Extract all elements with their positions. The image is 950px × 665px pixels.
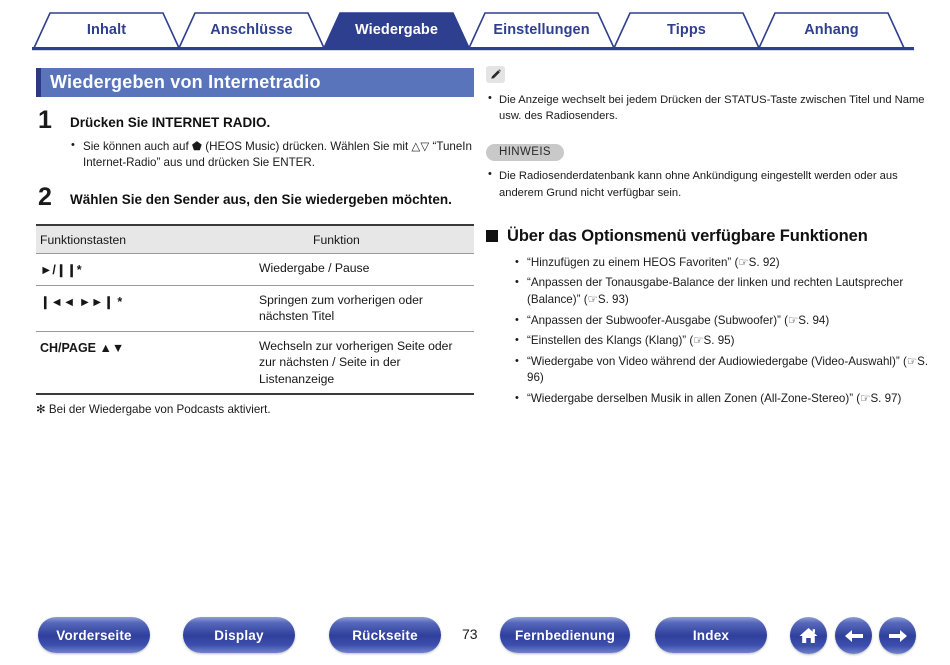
options-heading-row [486, 227, 938, 246]
square-marker-icon [486, 230, 498, 242]
table-cell-keys: ❙◄◄ ►►❙ * [36, 285, 255, 331]
option-close-paren: ) [825, 313, 830, 327]
option-page-ref[interactable]: S. 94 [798, 313, 826, 327]
list-item[interactable] [514, 354, 938, 388]
option-text: “Einstellen des Klangs (Klang)” ( [527, 334, 694, 348]
table-cell-function: Wechseln zur vorherigen Seite oder zur nächsten / Seite in der Listenanzeige [255, 331, 474, 394]
function-table [36, 224, 474, 395]
back-arrow-icon[interactable] [835, 617, 872, 654]
table-row [36, 285, 474, 331]
list-item[interactable] [514, 313, 938, 330]
option-page-ref[interactable]: S. 92 [748, 255, 776, 269]
table-header-funktionstasten: Funktionstasten [36, 225, 255, 254]
bullet-dot-icon: • [515, 276, 519, 289]
table-cell-keys: ►/❙❙* [36, 254, 255, 286]
option-text: “Wiedergabe von Video während der Audiowiedergabe (Video-Auswahl)” ( [527, 354, 907, 368]
note-bullet-row [486, 92, 938, 124]
table-header-row [36, 225, 474, 254]
pencil-icon-glyph [489, 68, 502, 81]
back-arrow-icon-glyph [843, 628, 865, 644]
table-row [36, 331, 474, 394]
forward-arrow-icon[interactable] [879, 617, 916, 654]
pointing-hand-icon: ☞ [860, 392, 871, 405]
step-2-number: 2 [38, 183, 52, 212]
options-list [486, 255, 938, 408]
hinweis-badge-wrap [486, 124, 938, 161]
bullet-dot-icon: • [515, 255, 519, 268]
option-page-ref[interactable]: S. 97 [870, 391, 898, 405]
nav-button-label: Display [214, 627, 264, 643]
nav-button-label: Index [692, 627, 730, 643]
pointing-hand-icon: ☞ [693, 335, 704, 348]
hinweis-bullet-row [486, 168, 938, 200]
step-2-heading: Wählen Sie den Sender aus, den Sie wiedergeben möchten. [70, 192, 452, 208]
option-close-paren: ) [730, 334, 735, 348]
page-title: Wiedergeben von Internetradio [50, 72, 321, 92]
bullet-dot-icon: • [515, 334, 519, 347]
table-header-funktion: Funktion [255, 225, 474, 254]
bullet-dot-icon: • [488, 168, 492, 181]
pointing-hand-icon: ☞ [788, 314, 799, 327]
step-1-number: 1 [38, 106, 52, 134]
option-text: “Anpassen der Subwoofer-Ausgabe (Subwoofer)” ( [527, 313, 788, 327]
step-1-heading: Drücken Sie INTERNET RADIO. [70, 115, 271, 130]
table-cell-function: Springen zum vorherigen oder nächsten Titel [255, 285, 474, 331]
option-close-paren: ) [539, 371, 544, 385]
pointing-hand-icon: ☞ [587, 294, 598, 307]
tab-wiedergabe[interactable]: Wiedergabe [354, 22, 439, 38]
hinweis-bullet-text: Die Radiosenderdatenbank kann ohne Ankündigung eingestellt werden oder aus anderem Grund nicht verfügbar sein. [499, 170, 898, 199]
tab-tipps[interactable]: Tipps [667, 22, 706, 38]
section-title-banner [36, 68, 474, 97]
step-1-subtext-row [70, 139, 474, 172]
nav-button-display[interactable] [183, 617, 295, 653]
option-page-ref[interactable]: S. 93 [597, 293, 625, 307]
tab-bar [0, 0, 950, 52]
options-heading: Über das Optionsmenü verfügbare Funktionen [507, 226, 868, 245]
right-column [486, 66, 938, 411]
list-item[interactable] [514, 275, 938, 309]
tab-anhang[interactable]: Anhang [804, 22, 859, 38]
option-close-paren: ) [624, 293, 629, 307]
pointing-hand-icon: ☞ [906, 355, 918, 368]
list-item[interactable] [514, 255, 938, 272]
option-page-ref[interactable]: S. 96 [527, 354, 929, 385]
option-text: “Hinzufügen zu einem HEOS Favoriten” ( [527, 255, 739, 269]
tab-baseline [32, 47, 914, 50]
home-icon-glyph [798, 626, 819, 645]
forward-arrow-icon-glyph [887, 628, 909, 644]
left-column [36, 68, 474, 416]
bullet-dot-icon: • [515, 391, 519, 404]
nav-button-label: Fernbedienung [514, 627, 616, 643]
home-icon[interactable] [790, 617, 827, 654]
list-item[interactable] [514, 391, 938, 408]
nav-button-index[interactable] [655, 617, 767, 653]
table-cell-keys: CH/PAGE ▲▼ [36, 331, 255, 394]
tab-einstellungen[interactable]: Einstellungen [493, 22, 590, 38]
option-close-paren: ) [775, 255, 780, 269]
pointing-hand-icon: ☞ [738, 256, 749, 269]
option-page-ref[interactable]: S. 95 [703, 334, 731, 348]
nav-button-label: Rückseite [352, 627, 418, 643]
option-text: “Wiedergabe derselben Musik in allen Zonen (All-Zone-Stereo)” ( [527, 391, 861, 405]
step-1-subtext: Sie können auch auf ⬟ (HEOS Music) drücken. Wählen Sie mit △▽ “TuneIn Internet-Radio” aus und drücken Sie ENTER. [83, 139, 472, 169]
list-item[interactable] [514, 333, 938, 350]
status-badge-hinweis: HINWEIS [486, 144, 564, 161]
bullet-dot-icon: • [71, 138, 75, 151]
tab-anschluesse[interactable]: Anschlüsse [210, 22, 293, 38]
pencil-note-icon [486, 66, 505, 83]
page-number: 73 [462, 626, 478, 642]
table-footnote: ✻ Bei der Wiedergabe von Podcasts aktiviert. [36, 403, 271, 417]
step-1 [36, 106, 474, 171]
bullet-dot-icon: • [515, 313, 519, 326]
note-bullet-text: Die Anzeige wechselt bei jedem Drücken der STATUS-Taste zwischen Titel und Name usw. des Radiosenders. [499, 94, 925, 123]
bullet-dot-icon: • [515, 354, 519, 367]
nav-button-label: Vorderseite [56, 627, 132, 643]
tab-inhalt[interactable]: Inhalt [86, 22, 127, 38]
table-row [36, 254, 474, 286]
nav-button-vorderseite[interactable] [38, 617, 150, 653]
step-2 [36, 183, 474, 212]
nav-button-rueckseite[interactable] [329, 617, 441, 653]
option-close-paren: ) [897, 391, 902, 405]
bullet-dot-icon: • [488, 92, 492, 104]
page-content [0, 52, 950, 607]
bottom-navigation-bar [0, 607, 950, 665]
table-cell-function: Wiedergabe / Pause [255, 254, 474, 286]
option-text: “Anpassen der Tonausgabe-Balance der linken und rechten Lautsprecher (Balance)” ( [527, 276, 904, 307]
nav-button-fernbedienung[interactable] [500, 617, 630, 653]
